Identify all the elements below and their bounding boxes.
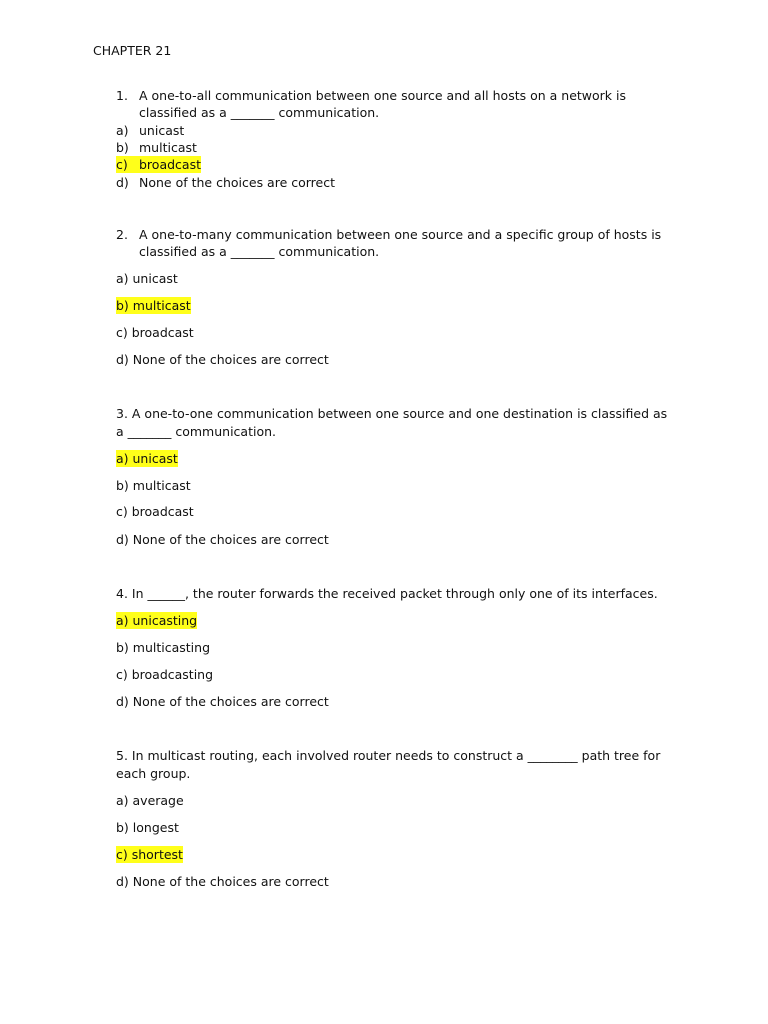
- q5-option-b: b) longest: [116, 820, 179, 835]
- question-5-line-2: each group.: [116, 766, 191, 781]
- q3-option-a-highlighted: a) unicast: [116, 451, 178, 466]
- question-5-line-1: 5. In multicast routing, each involved router needs to construct a ________ path tree for: [116, 748, 661, 763]
- q4-option-d: d) None of the choices are correct: [116, 694, 329, 709]
- q2-option-d: d) None of the choices are correct: [116, 352, 329, 367]
- q3-option-b: b) multicast: [116, 478, 191, 493]
- q4-option-c: c) broadcasting: [116, 667, 214, 682]
- q5-option-c-highlighted: c) shortest: [116, 847, 183, 862]
- question-3-line-2: a _______ communication.: [116, 424, 276, 439]
- question-2-line-1: [116, 226, 661, 243]
- q5-option-a: a) average: [116, 793, 184, 808]
- q5-option-d: d) None of the choices are correct: [116, 874, 329, 889]
- question-1-number: 1.: [116, 88, 128, 103]
- q2-option-a: a) unicast: [116, 271, 178, 286]
- q4-option-b: b) multicasting: [116, 640, 211, 655]
- question-3-line-1: 3. A one-to-one communication between one source and one destination is classified as: [116, 406, 668, 421]
- question-2-number: 2.: [116, 227, 128, 242]
- question-2-line-2: classified as a _______ communication.: [139, 244, 380, 259]
- q2-option-b-highlighted: b) multicast: [116, 298, 191, 313]
- question-4-line-1: 4. In ______, the router forwards the received packet through only one of its interfaces.: [116, 586, 658, 601]
- q1-option-a: a) unicast: [116, 123, 185, 138]
- q1-option-b: b) multicast: [116, 140, 197, 155]
- q2-option-c: c) broadcast: [116, 325, 194, 340]
- q1-option-c-highlighted: c) broadcast: [116, 157, 201, 172]
- chapter-title: CHAPTER 21: [93, 43, 172, 58]
- question-1-line-2: classified as a _______ communication.: [139, 105, 380, 120]
- q1-option-d: d) None of the choices are correct: [116, 175, 336, 190]
- q4-option-a-highlighted: a) unicasting: [116, 613, 198, 628]
- q3-option-c: c) broadcast: [116, 504, 194, 519]
- q3-option-d: d) None of the choices are correct: [116, 532, 329, 547]
- question-1-line-1: [116, 87, 626, 104]
- question-1-text: A one-to-all communication between one source and all hosts on a network is: [139, 88, 626, 103]
- question-2-text: A one-to-many communication between one source and a specific group of hosts is: [139, 227, 662, 242]
